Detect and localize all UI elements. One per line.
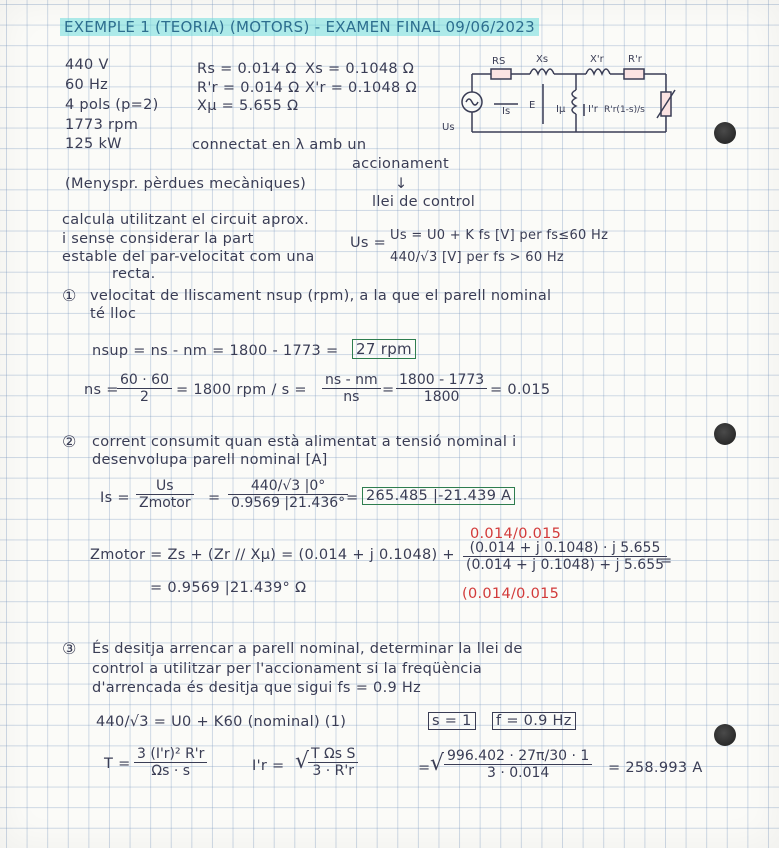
torque-fraction [134, 746, 207, 779]
param-xr: X'r = 0.1048 Ω [305, 80, 417, 96]
circuit-xr-label: X'r [590, 54, 604, 65]
rotor-current-denominator: 3 · R'r [312, 763, 354, 779]
current-result: 265.485 |-21.439 A [362, 487, 515, 505]
current-fraction-values [228, 478, 348, 511]
current-numerator: Us [136, 478, 194, 495]
rotor-current-result: = 258.993 A [608, 760, 703, 776]
connection-note: connectat en λ amb un [192, 137, 367, 153]
param-rr: R'r = 0.014 Ω [197, 80, 300, 96]
circuit-e-label: E [529, 100, 536, 111]
question-3-text-1: És desitja arrencar a parell nominal, determinar la llei de [92, 641, 523, 657]
param-xm: Xμ = 5.655 Ω [197, 98, 299, 114]
ns-result-and-slip-lhs: = 1800 rpm / s = [176, 382, 307, 398]
rotor-current-fraction [308, 746, 358, 779]
control-law-case-1: Us = U0 + K fs [V] per fs≤60 Hz [390, 228, 609, 243]
impedance-parallel-fraction [463, 540, 667, 573]
given-voltage: 440 V [65, 57, 109, 73]
nominal-equation: 440/√3 = U0 + K60 (nominal) (1) [96, 714, 347, 730]
impedance-equation-lhs: Zmotor = Zs + (Zr // Xμ) = (0.014 + j 0.1048) + [90, 547, 455, 563]
slip-numerator-1: ns - nm [322, 372, 381, 389]
question-3-number: ③ [62, 639, 77, 658]
current-equals: = [208, 490, 221, 506]
question-3-text-2: control a utilitzar per l'accionament si la freqüència [92, 661, 483, 677]
rotor-current-equals: = [418, 760, 431, 776]
question-1-text-2: té lloc [90, 306, 137, 322]
instruction-line-1: calcula utilitzant el circuit aprox. [62, 212, 310, 228]
slip-one-box: s = 1 [428, 712, 476, 730]
nsup-result: 27 rpm [352, 339, 416, 359]
question-2-text-2: desenvolupa parell nominal [A] [92, 452, 328, 468]
slip-result: = 0.015 [490, 382, 551, 398]
binder-hole [714, 724, 736, 746]
slip-equals: = [382, 382, 395, 398]
rotor-current-value-numerator: 996.402 · 27π/30 · 1 [444, 748, 592, 765]
page-title: EXEMPLE 1 (TEORIA) (MOTORS) - EXAMEN FINAL 09/06/2023 [60, 18, 539, 36]
impedance-equals: = [660, 553, 673, 569]
current-lhs: Is = [100, 490, 130, 506]
instruction-line-4: recta. [112, 266, 156, 282]
question-1-number: ① [62, 286, 77, 305]
question-1-text-1: velocitat de lliscament nsup (rpm), a la que el parell nominal [90, 288, 552, 304]
ns-numerator: 60 · 60 [117, 372, 172, 389]
impedance-result: = 0.9569 |21.439° Ω [150, 580, 307, 596]
rotor-current-value-denominator: 3 · 0.014 [486, 765, 550, 781]
given-power: 125 kW [65, 136, 122, 152]
sqrt-symbol-1: √ [295, 749, 310, 774]
circuit-rr-label: R'r [628, 54, 642, 65]
circuit-ir-label: I'r [588, 104, 598, 115]
given-frequency: 60 Hz [65, 77, 109, 93]
ns-denominator: 2 [140, 389, 149, 405]
rotor-current-numerator: T Ωs S [308, 746, 358, 763]
current-denominator-values: 0.9569 |21.436° [231, 495, 346, 511]
ns-fraction [117, 372, 172, 405]
circuit-load-label: R'r(1-s)/s [604, 105, 645, 115]
impedance-parallel-numerator: (0.014 + j 0.1048) · j 5.655 [463, 540, 667, 557]
circuit-is-label: Is [502, 106, 511, 117]
circuit-us-label: Us [442, 122, 455, 133]
question-3-text-3: d'arrencada és desitja que sigui fs = 0.9 Hz [92, 680, 422, 696]
rotor-current-value-fraction [444, 748, 592, 781]
impedance-correction-bottom: (0.014/0.015 [462, 586, 560, 602]
question-2-text-1: corrent consumit quan està alimentat a tensió nominal i [92, 434, 517, 450]
sqrt-symbol-2: √ [430, 751, 445, 776]
binder-hole [714, 423, 736, 445]
arrow-down: ↓ [395, 176, 408, 192]
question-2-number: ② [62, 432, 77, 451]
rotor-current-lhs: I'r = [252, 758, 285, 774]
slip-fraction-1 [322, 372, 381, 405]
nsup-equation: nsup = ns - nm = 1800 - 1773 = [92, 343, 339, 359]
torque-lhs: T = [104, 756, 131, 772]
param-xs: Xs = 0.1048 Ω [305, 61, 415, 77]
impedance-parallel-denominator: (0.014 + j 0.1048) + j 5.655 [466, 557, 665, 573]
param-rs: Rs = 0.014 Ω [197, 61, 297, 77]
neglect-note: (Menyspr. pèrdues mecàniques) [65, 176, 307, 192]
circuit-xs-label: Xs [536, 54, 549, 65]
ns-lhs: ns = [84, 382, 119, 398]
torque-denominator: Ωs · s [151, 763, 191, 779]
current-denominator: Zmotor [139, 495, 191, 511]
slip-numerator-2: 1800 - 1773 [396, 372, 487, 389]
circuit-imu-label: Iμ [556, 104, 566, 115]
given-poles: 4 pols (p=2) [65, 97, 159, 113]
control-law-note: llei de control [372, 194, 476, 210]
current-result-equals: = [346, 490, 359, 506]
current-numerator-values: 440/√3 |0° [228, 478, 348, 495]
accionament-note: accionament [352, 156, 450, 172]
circuit-rs-label: RS [492, 56, 506, 67]
instruction-line-3: estable del par-velocitat com una [62, 249, 315, 265]
equivalent-circuit-diagram [438, 52, 678, 144]
instruction-line-2: i sense considerar la part [62, 231, 254, 247]
control-law-case-2: 440/√3 [V] per fs > 60 Hz [390, 250, 565, 265]
control-law-lhs: Us = [350, 235, 387, 251]
slip-fraction-2 [396, 372, 487, 405]
binder-hole [714, 122, 736, 144]
torque-numerator: 3 (I'r)² R'r [134, 746, 207, 763]
slip-denominator-1: ns [343, 389, 360, 405]
given-speed: 1773 rpm [65, 117, 139, 133]
slip-denominator-2: 1800 [423, 389, 460, 405]
current-fraction [136, 478, 194, 511]
start-frequency-box: f = 0.9 Hz [492, 712, 576, 730]
impedance-correction-top: 0.014/0.015 [470, 526, 562, 542]
